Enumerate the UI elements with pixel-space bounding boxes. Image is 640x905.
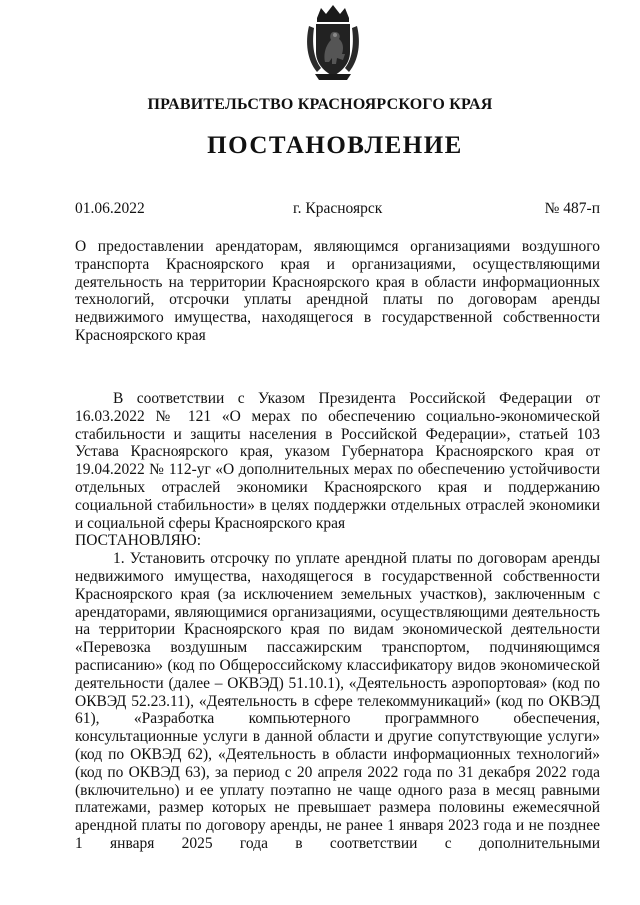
document-city: г. Красноярск [293,200,383,217]
item-1-paragraph: 1. Установить отсрочку по уплате арендной платы по договорам аренды недвижимого имущества, находящегося в государственной собственности Красноярского края (за исключением земельных участков), заключенным с арендаторами, являющимися организациями, осуществляющими деятельность на территории Красноярского края по видам экономической деятельности «Перевозка воздушным пассажирским транспортом, подчиняющимся расписанию» (код по Общероссийскому классификатору видов экономической деятельности (далее – ОКВЭД) 51.10.1), «Деятельность аэропортовая» (код по ОКВЭД 52.23.11), «Деятельность в сфере телекоммуникаций» (код по ОКВЭД 61), «Разработка компьютерного программного обеспечения, консультационные услуги в данной области и другие сопутствующие услуги» (код по ОКВЭД 62), «Деятельность в области информационных технологий» (код по ОКВЭД 63), за период с 20 апреля 2022 года по 31 декабря 2022 года (включительно) и ее уплату поэтапно не чаще одного раза в месяц равными платежами, размер которых не превышает размера половины ежемесячной арендной платы по договору аренды, не ранее 1 января 2023 года и не позднее 1 января 2025 года в соответствии с дополнительными [75,550,600,852]
document-subject: О предоставлении арендаторам, являющимся организациями воздушного транспорта Красноярского края и организациями, осуществляющими деятельность на территории Красноярского края в области информационных технологий, отсрочки уплаты арендной платы по договорам аренды недвижимого имущества, находящегося в государственной собственности Красноярского края [75,238,600,344]
document-type-heading: ПОСТАНОВЛЕНИЕ [207,132,463,159]
preamble-paragraph: В соответствии с Указом Президента Российской Федерации от 16.03.2022 № 121 «О мерах по обеспечению социально-экономической стабильности и защиты населения в Российской Федерации», статьей 103 Устава Красноярского края, указом Губернатора Красноярского края от 19.04.2022 № 112-уг «О дополнительных мерах по обеспечению устойчивости отдельных отраслей экономики Красноярского края и поддержанию социальной стабильности» в целях поддержки отдельных отраслей экономики и социальной сферы Красноярского края [75,390,600,532]
document-number: № 487-п [544,200,600,217]
krasnoyarsk-coat-of-arms-icon [303,4,363,80]
document-date: 01.06.2022 [75,200,145,217]
document-body [75,390,600,853]
document-meta-row [75,200,600,220]
resolve-keyword: ПОСТАНОВЛЯЮ: [75,532,202,550]
organization-title: ПРАВИТЕЛЬСТВО КРАСНОЯРСКОГО КРАЯ [147,96,493,113]
